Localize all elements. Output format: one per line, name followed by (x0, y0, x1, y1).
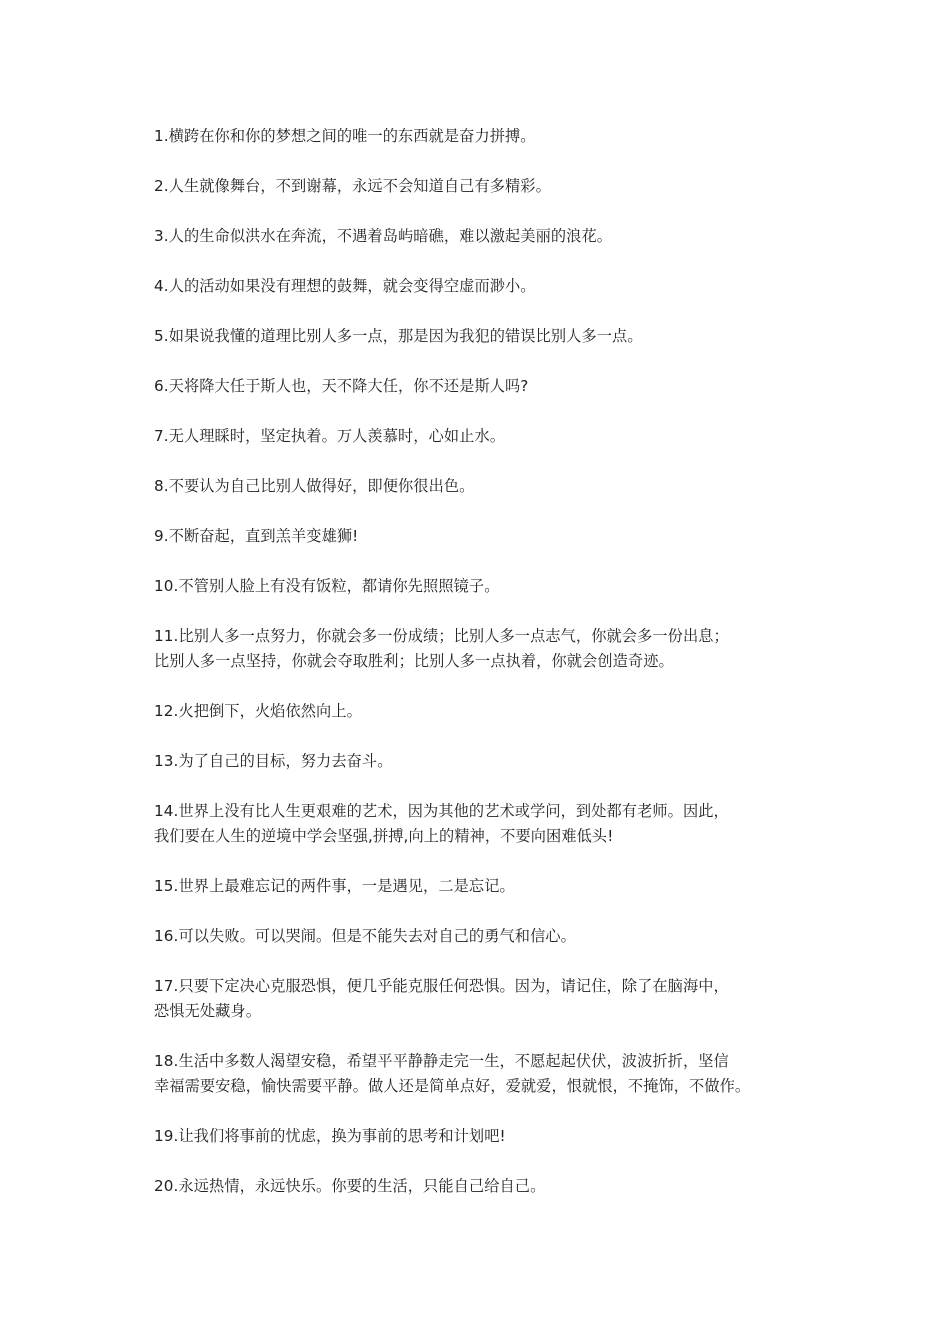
quote-item (154, 474, 814, 499)
quote-line: 5.如果说我懂的道理比别人多一点，那是因为我犯的错误比别人多一点。 (154, 327, 643, 345)
quote-item (154, 799, 814, 849)
quote-line: 4.人的活动如果没有理想的鼓舞，就会变得空虚而渺小。 (154, 277, 536, 295)
quote-line: 8.不要认为自己比别人做得好，即便你很出色。 (154, 477, 475, 495)
quote-item (154, 974, 814, 1024)
quote-item (154, 1174, 814, 1199)
quote-item (154, 174, 814, 199)
quote-item (154, 424, 814, 449)
quote-line: 14.世界上没有比人生更艰难的艺术，因为其他的艺术或学问，到处都有老师。因此， (154, 802, 729, 820)
quote-line: 2.人生就像舞台，不到谢幕，永远不会知道自己有多精彩。 (154, 177, 551, 195)
quote-line: 16.可以失败。可以哭闹。但是不能失去对自己的勇气和信心。 (154, 927, 576, 945)
quote-line: 比别人多一点坚持，你就会夺取胜利；比别人多一点执着，你就会创造奇迹。 (154, 652, 674, 670)
quote-item (154, 749, 814, 774)
quote-line: 幸福需要安稳，愉快需要平静。做人还是简单点好，爱就爱，恨就恨，不掩饰，不做作。 (154, 1077, 751, 1095)
quote-line: 20.永远热情，永远快乐。你要的生活，只能自己给自己。 (154, 1177, 546, 1195)
quote-item (154, 324, 814, 349)
quote-line: 11.比别人多一点努力，你就会多一份成绩；比别人多一点志气，你就会多一份出息； (154, 627, 729, 645)
quote-line: 12.火把倒下，火焰依然向上。 (154, 702, 362, 720)
quote-line: 19.让我们将事前的忧虑，换为事前的思考和计划吧! (154, 1127, 506, 1145)
quote-list (154, 124, 814, 1224)
quote-item (154, 124, 814, 149)
quote-line: 7.无人理睬时，坚定执着。万人羡慕时，心如止水。 (154, 427, 506, 445)
quote-item (154, 624, 814, 674)
quote-line: 3.人的生命似洪水在奔流，不遇着岛屿暗礁，难以激起美丽的浪花。 (154, 227, 613, 245)
quote-line: 9.不断奋起，直到羔羊变雄狮! (154, 527, 359, 545)
quote-item (154, 524, 814, 549)
quote-line: 1.横跨在你和你的梦想之间的唯一的东西就是奋力拼搏。 (154, 127, 536, 145)
quote-item (154, 1124, 814, 1149)
quote-line: 18.生活中多数人渴望安稳，希望平平静静走完一生，不愿起起伏伏，波波折折，坚信 (154, 1052, 729, 1070)
quote-item (154, 574, 814, 599)
quote-line: 13.为了自己的目标，努力去奋斗。 (154, 752, 393, 770)
quote-item (154, 874, 814, 899)
quote-item (154, 274, 814, 299)
quote-line: 17.只要下定决心克服恐惧，便几乎能克服任何恐惧。因为，请记住，除了在脑海中， (154, 977, 729, 995)
quote-line: 15.世界上最难忘记的两件事，一是遇见，二是忘记。 (154, 877, 515, 895)
quote-line: 恐惧无处藏身。 (154, 1002, 262, 1020)
quote-item (154, 699, 814, 724)
quote-item (154, 374, 814, 399)
quote-line: 10.不管别人脸上有没有饭粒，都请你先照照镜子。 (154, 577, 500, 595)
quote-item (154, 1049, 814, 1099)
quote-line: 6.天将降大任于斯人也，天不降大任，你不还是斯人吗? (154, 377, 529, 395)
quote-item (154, 924, 814, 949)
quote-line: 我们要在人生的逆境中学会坚强,拼搏,向上的精神，不要向困难低头! (154, 827, 614, 845)
quote-item (154, 224, 814, 249)
